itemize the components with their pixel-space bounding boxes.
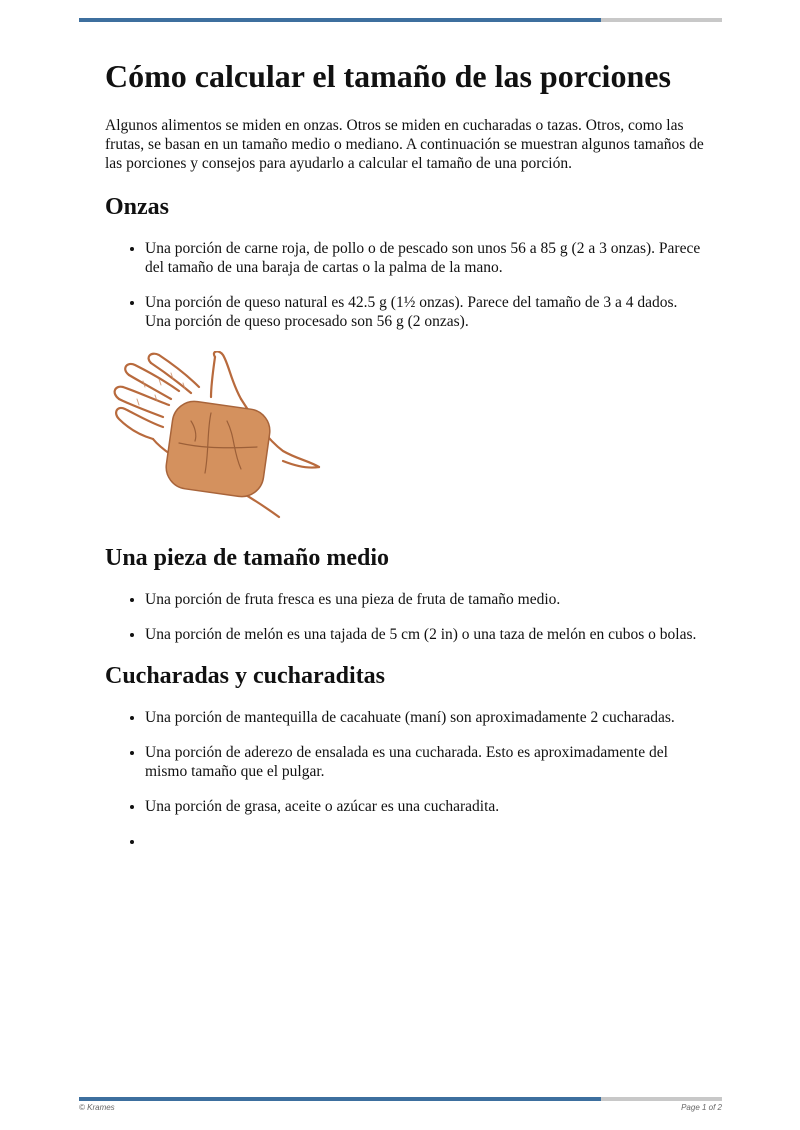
section-heading-cucharadas: Cucharadas y cucharaditas xyxy=(105,663,386,689)
list-item: • Una porción de carne roja, de pollo o de pescado son unos 56 a 85 g (2 a 3 onzas). Parece del tamaño de una baraja de cartas o la palma de la mano. xyxy=(145,239,705,277)
list-cucharadas xyxy=(105,708,705,851)
footer-progress-bar xyxy=(79,1097,722,1101)
footer-page-number: Page 1 of 2 xyxy=(681,1103,722,1112)
page-title: Cómo calcular el tamaño de las porciones xyxy=(105,58,671,94)
section-heading-pieza: Una pieza de tamaño medio xyxy=(105,545,389,571)
list-item: • Una porción de aderezo de ensalada es una cucharada. Esto es aproximadamente del mismo tamaño que el pulgar. xyxy=(145,743,705,781)
list-pieza xyxy=(105,590,705,644)
footer-copyright: © Krames xyxy=(79,1103,115,1112)
intro-paragraph: Algunos alimentos se miden en onzas. Otros se miden en cucharadas o tazas. Otros, como las frutas, se basan en un tamaño medio o mediano. A continuación se muestran algunos tamaños de las porciones y consejos para ayudarlo a calcular el tamaño de una porción. xyxy=(105,117,704,172)
list-item: • Una porción de mantequilla de cacahuate (maní) son aproximadamente 2 cucharadas. xyxy=(145,708,705,727)
footer-progress-bar-fill xyxy=(79,1097,601,1101)
hand-portion-illustration xyxy=(107,351,323,523)
header-progress-bar-fill xyxy=(79,18,601,22)
list-item: • Una porción de grasa, aceite o azúcar es una cucharadita. xyxy=(145,797,705,816)
list-item: • Una porción de fruta fresca es una pieza de fruta de tamaño medio. xyxy=(145,590,705,609)
section-heading-onzas: Onzas xyxy=(105,194,170,220)
document-content xyxy=(105,56,705,851)
header-progress-bar xyxy=(79,18,722,22)
list-onzas xyxy=(105,239,705,331)
list-item: • Una porción de melón es una tajada de 5 cm (2 in) o una taza de melón en cubos o bolas. xyxy=(145,625,705,644)
list-item: • Una porción de queso natural es 42.5 g (1½ onzas). Parece del tamaño de 3 a 4 dados. Una porción de queso procesado son 56 g (2 onzas). xyxy=(145,293,705,331)
list-item-empty xyxy=(145,832,705,851)
